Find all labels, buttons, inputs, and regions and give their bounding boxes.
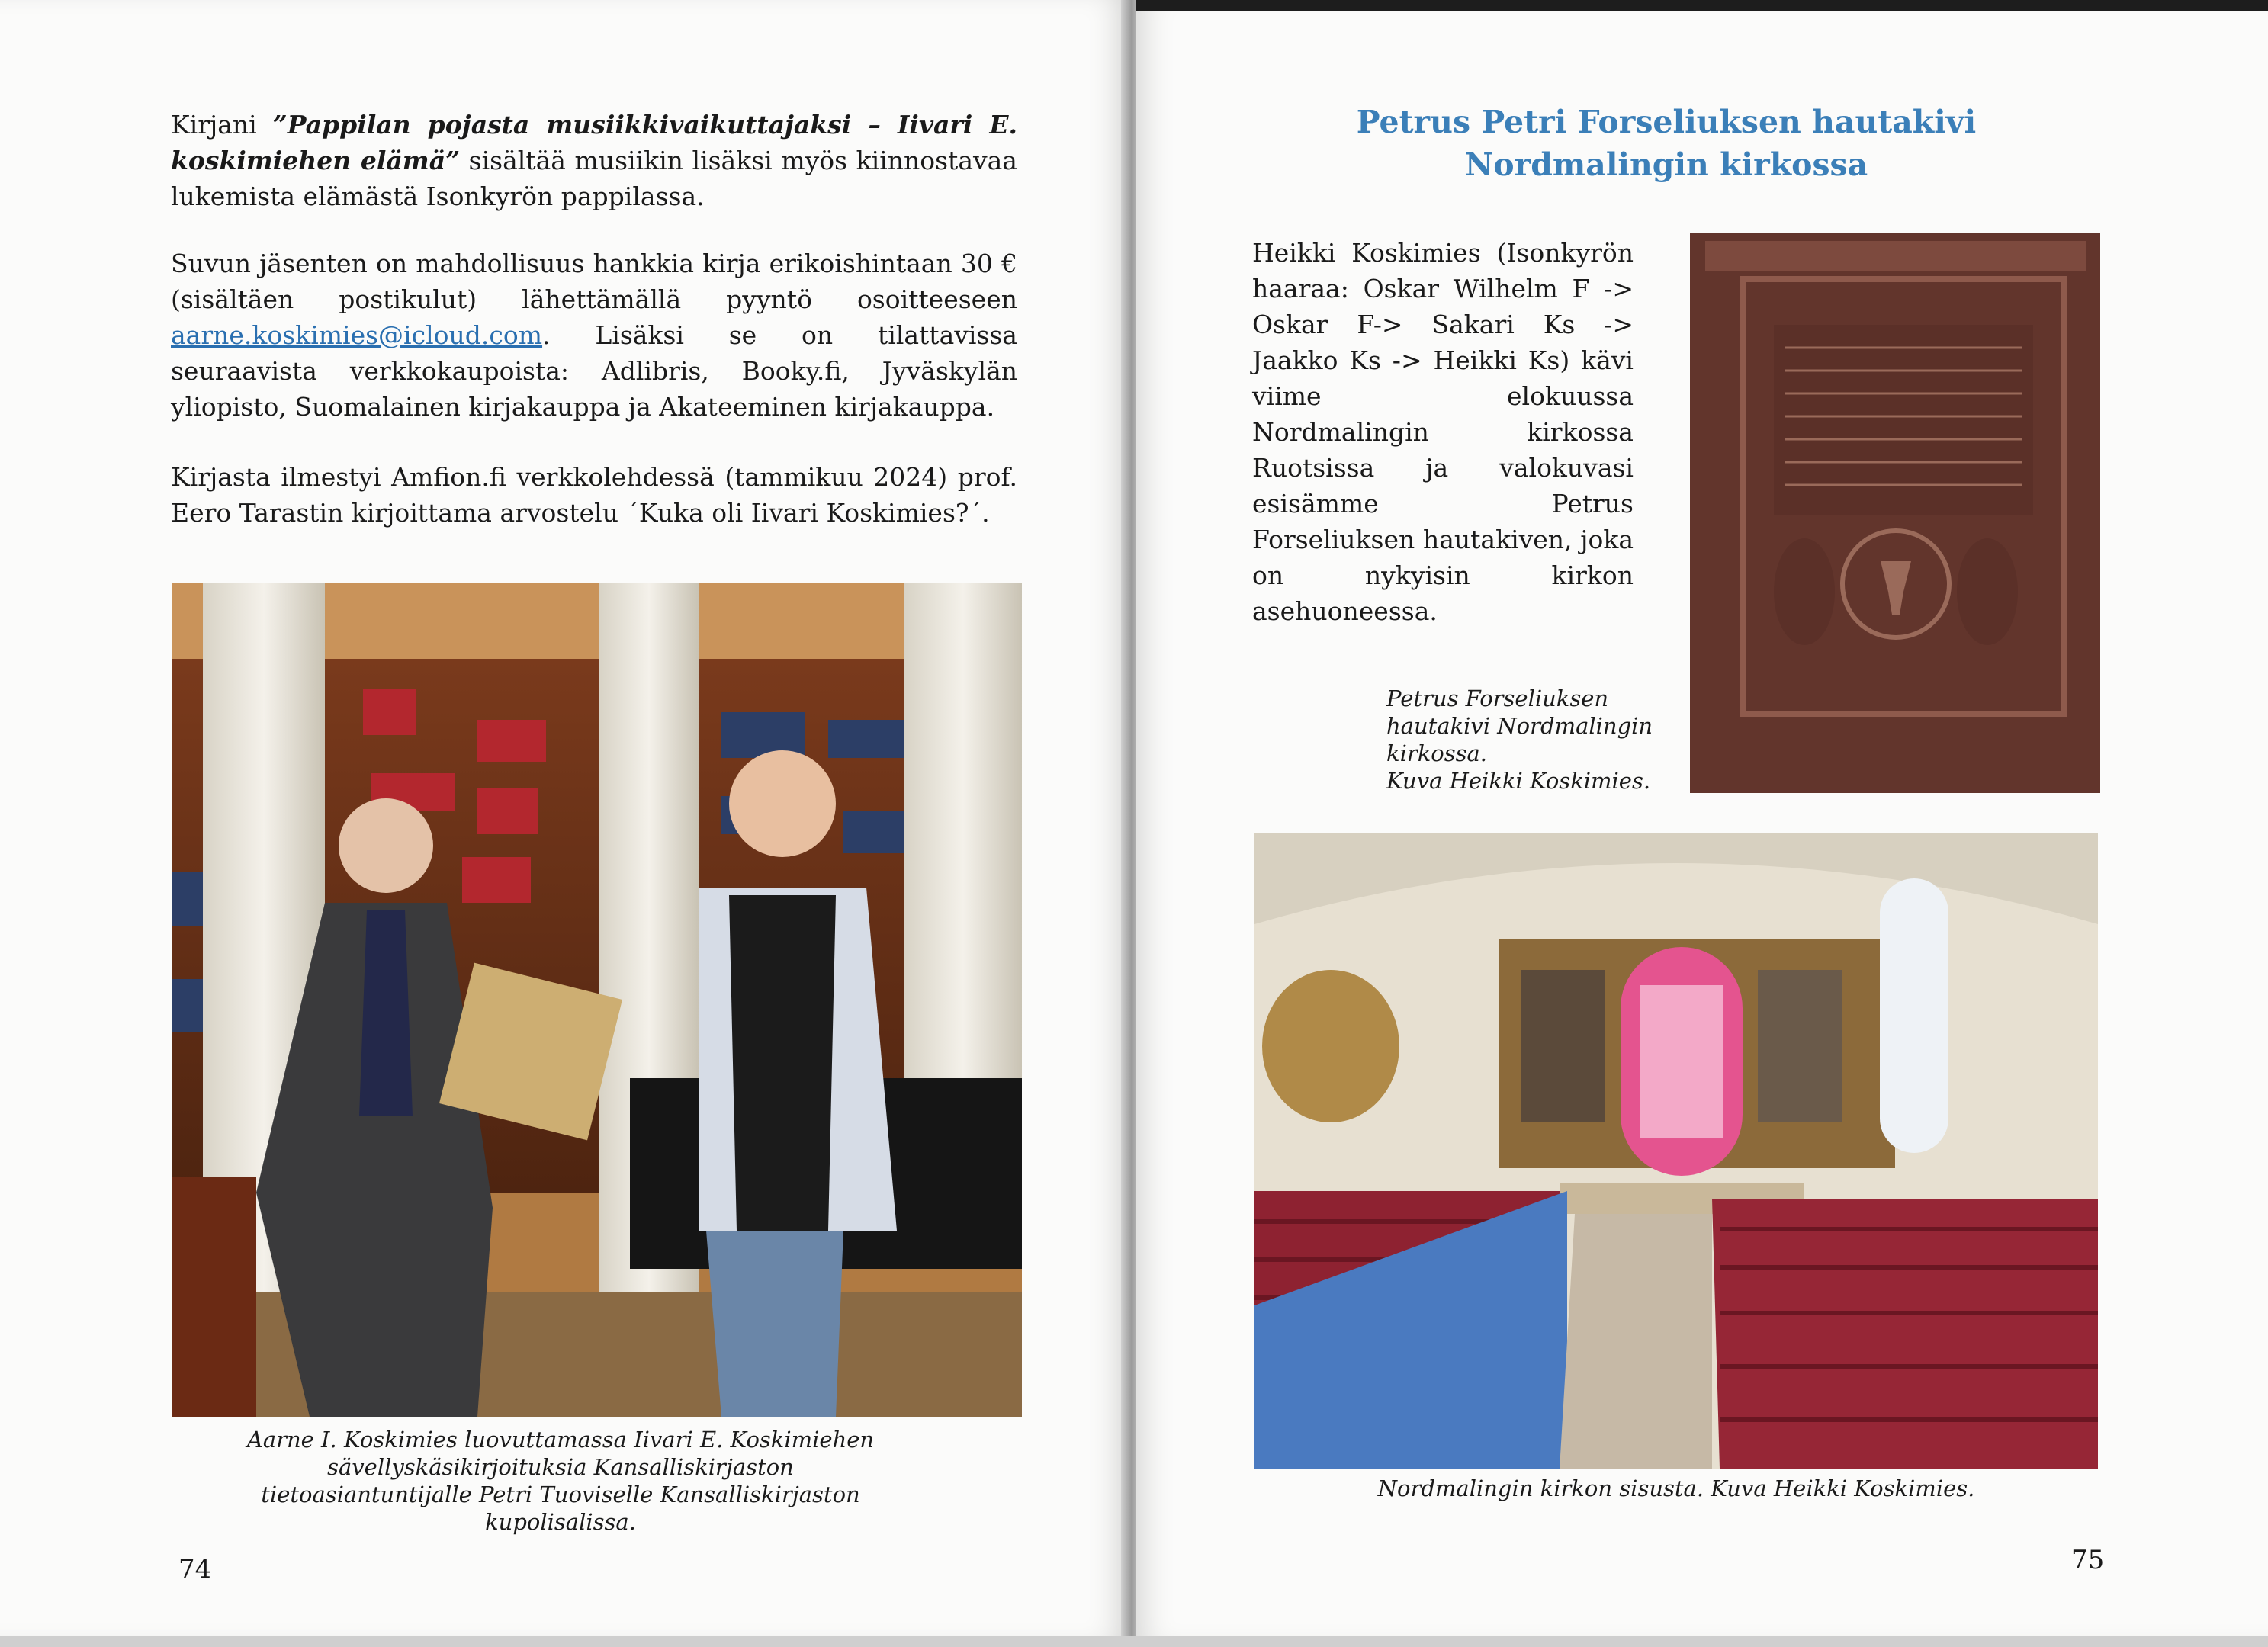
gravestone-photo bbox=[1690, 233, 2100, 793]
article-body bbox=[1252, 235, 1634, 629]
intro-paragraph bbox=[171, 107, 1017, 214]
article-title bbox=[1327, 101, 2006, 186]
scan-edge-bottom bbox=[0, 1636, 2268, 1647]
gravestone-caption-line-3: kirkossa. bbox=[1386, 740, 1488, 766]
page-number-left: 74 bbox=[178, 1554, 212, 1584]
title-line-2: Nordmalingin kirkossa bbox=[1464, 146, 1868, 183]
left-page bbox=[0, 0, 1127, 1638]
page-number-right: 75 bbox=[2071, 1545, 2105, 1575]
library-photo bbox=[172, 583, 1022, 1417]
review-paragraph bbox=[171, 459, 1017, 531]
library-photo-caption: Aarne I. Koskimies luovuttamassa Iivari E. Koskimiehen sävellyskäsikirjoituksia Kansalliskirjaston tietoasiantuntijalle Petri Tuoviselle Kansalliskirjaston kupolisalissa. bbox=[246, 1427, 875, 1535]
order-text-after: . Lisäksi se on tilattavissa seuraavista verkkokaupoista: Adlibris, Booky.fi, Jyväskylän yliopisto, Suomalainen kirjakauppa ja Akateeminen kirjakauppa. bbox=[171, 320, 1017, 422]
scan-edge-top bbox=[1136, 0, 2268, 11]
article-body-text: Heikki Koskimies (Isonkyrön haaraa: Oskar Wilhelm F -> Oskar F-> Sakari Ks -> Jaakko Ks -> Heikki Ks) kävi viime elokuussa Nordmalingin kirkossa Ruotsissa ja valokuvasi esisämme Petrus Forseliuksen hautakiven, joka on nykyisin kirkon asehuoneessa. bbox=[1252, 238, 1634, 626]
gravestone-caption-line-2: hautakivi Nordmalingin bbox=[1386, 713, 1653, 739]
order-paragraph bbox=[171, 246, 1017, 425]
review-text: Kirjasta ilmestyi Amfion.fi verkkolehdessä (tammikuu 2024) prof. Eero Tarastin kirjoittama arvostelu ´Kuka oli Iivari Koskimies?´. bbox=[171, 462, 1017, 528]
intro-prefix: Kirjani bbox=[171, 110, 273, 140]
order-text-before: Suvun jäsenten on mahdollisuus hankkia kirja erikoishintaan 30 € (sisältäen postikulut) lähettämällä pyyntö osoitteeseen bbox=[171, 249, 1017, 314]
email-link[interactable]: aarne.koskimies@icloud.com bbox=[171, 320, 543, 350]
right-page bbox=[1136, 0, 2268, 1638]
church-photo-caption: Nordmalingin kirkon sisusta. Kuva Heikki Koskimies. bbox=[1377, 1475, 1975, 1501]
church-interior-photo bbox=[1254, 833, 2098, 1469]
title-line-1: Petrus Petri Forseliuksen hautakivi bbox=[1356, 104, 1977, 140]
book-title: ”Pappilan pojasta musiikkivaikuttajaksi – Iivari E. koskimiehen elämä” bbox=[171, 110, 1018, 175]
gravestone-caption bbox=[1386, 685, 1707, 795]
gravestone-caption-line-4: Kuva Heikki Koskimies. bbox=[1386, 768, 1651, 794]
intro-rest: sisältää musiikin lisäksi myös kiinnostavaa lukemista elämästä Isonkyrön pappilassa. bbox=[171, 146, 1017, 211]
gravestone-caption-line-1: Petrus Forseliuksen bbox=[1386, 685, 1609, 711]
